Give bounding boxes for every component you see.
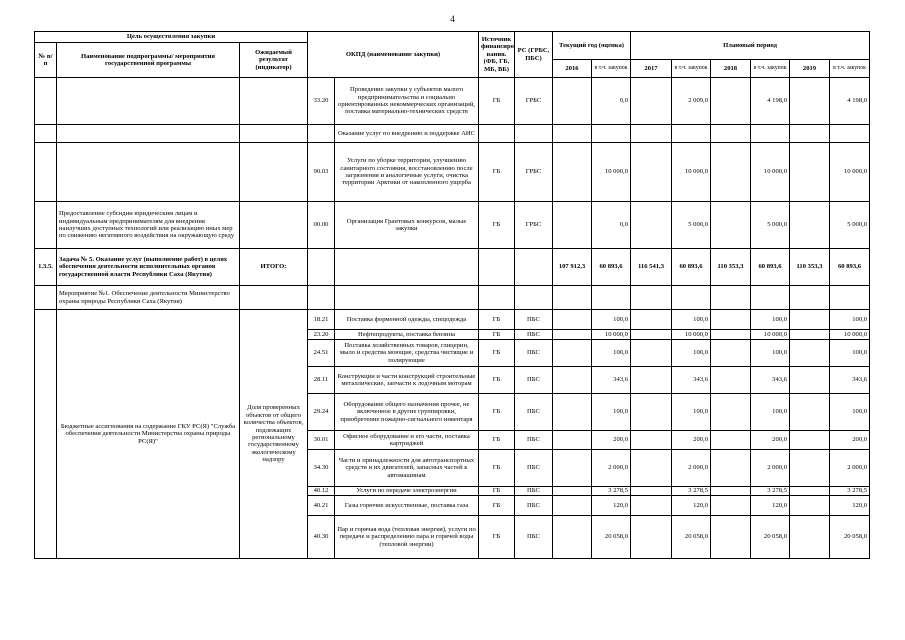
header-result: Ожидаемый результат (индикатор) bbox=[240, 43, 308, 78]
total-2017: 116 541,3 bbox=[631, 249, 672, 286]
table-row bbox=[35, 125, 870, 143]
value-2016: 10 000,0 bbox=[592, 143, 631, 202]
source-cell: ГБ bbox=[479, 143, 515, 202]
subsidy-row bbox=[35, 202, 870, 249]
table-row: Бюджетные ассигнования на содержание ГКУ РС(Я) "Служба обеспечения деятельности Министерства охраны природы РС(Я)" Доля проверенных объектов от общего количества объектов, подлежащих региональному государственному экологическому надзору 18.21 Поставка форменной одежды, спецодежда ГБ ПБС 100,0 100,0 100,0 100,0 bbox=[35, 310, 870, 330]
okpd-code: 18.21 bbox=[308, 310, 335, 330]
table-row bbox=[35, 78, 870, 125]
value-2016: 0,0 bbox=[592, 78, 631, 125]
value-2019: 4 198,0 bbox=[830, 78, 870, 125]
source-cell: ГБ bbox=[479, 202, 515, 249]
total-2016: 107 912,3 bbox=[553, 249, 592, 286]
header-incl-2018: в т.ч. закупок bbox=[751, 60, 790, 78]
header-planned-period: Плановый период bbox=[631, 32, 870, 60]
value-2018: 10 000,0 bbox=[751, 143, 790, 202]
okpd-desc: Проведение закупки у субъектов малого предпринимательства и социально ориентированных некоммерческих организаций, поставка материально-технических средств bbox=[335, 78, 479, 125]
total-2019: 110 353,3 bbox=[790, 249, 830, 286]
rs-cell: ГРБС bbox=[515, 78, 553, 125]
okpd-desc: Организация Грантовых конкурсов, малые закупки bbox=[335, 202, 479, 249]
total-incl-2016: 60 893,6 bbox=[592, 249, 631, 286]
task-name: Задача № 5. Оказание услуг (выполнение работ) в целях обеспечения деятельности исполнительных органов государственной власти Республики Саха (Якутия) bbox=[57, 249, 240, 286]
table-row: 40.30 Пар и горячая вода (тепловая энергия), услуги по передаче и распределению пара и горячей воды (тепловой энергии) ГБ ПБС 20 058,0 20 058,0 20 058,0 20 058,0 bbox=[35, 516, 870, 559]
okpd-desc: Оказание услуг по внедрению и поддержке АИС bbox=[335, 125, 479, 143]
header-incl-2019: в т.ч. закупок bbox=[830, 60, 870, 78]
total-incl-2017: 60 893,6 bbox=[672, 249, 711, 286]
value-2017: 5 000,0 bbox=[672, 202, 711, 249]
header-name: Наименование подпрограммы/ мероприятия государственной программы bbox=[57, 43, 240, 78]
header-incl-2016: в т.ч. закупок bbox=[592, 60, 631, 78]
header-year-2017: 2017 bbox=[631, 60, 672, 78]
total-incl-2018: 60 893,6 bbox=[751, 249, 790, 286]
procurement-table bbox=[34, 31, 870, 559]
header-year-2018: 2018 bbox=[711, 60, 751, 78]
task-num: 1.3.5. bbox=[35, 249, 57, 286]
value-2019: 5 000,0 bbox=[830, 202, 870, 249]
header-num: № п/п bbox=[35, 43, 57, 78]
value-2018: 5 000,0 bbox=[751, 202, 790, 249]
total-label: ИТОГО: bbox=[240, 249, 308, 286]
table-row: 40.21 Газы горючие искусственные, поставка газа ГБ ПБС 120,0 120,0 120,0 120,0 bbox=[35, 496, 870, 516]
header-current-year: Текущий год (оценка) bbox=[553, 32, 631, 60]
table-row bbox=[35, 143, 870, 202]
okpd-code bbox=[308, 125, 335, 143]
okpd-desc: Услуги по уборке территории, улучшению санитарного состояния, восстановлению после загрязнения и аналогичные услуги, очистка территории Арктики от накопленного ущерба bbox=[335, 143, 479, 202]
table-row: 30.01 Офисное оборудование и его части, поставка картриджей ГБ ПБС 200,0 200,0 200,0 200,0 bbox=[35, 431, 870, 450]
okpd-code: 33.20 bbox=[308, 78, 335, 125]
header-incl-2017: в т.ч. закупок bbox=[672, 60, 711, 78]
table-row: 23.20 Нефтепродукты, поставка бензина ГБ ПБС 10 000,0 10 000,0 10 000,0 10 000,0 bbox=[35, 330, 870, 340]
table-row: 24.51 Поставка хозяйственных товаров, глицерин, мыло и средства моющие, средства чистящие и полирующие ГБ ПБС 100,0 100,0 100,0 100,0 bbox=[35, 340, 870, 367]
total-incl-2019: 60 893,6 bbox=[830, 249, 870, 286]
header-year-2019: 2019 bbox=[790, 60, 830, 78]
source-cell: ГБ bbox=[479, 78, 515, 125]
header-rs: РС (ГРБС, ПБС) bbox=[515, 32, 553, 78]
rs-cell: ГРБС bbox=[515, 143, 553, 202]
value-2017: 2 009,0 bbox=[672, 78, 711, 125]
table-row: 40.12 Услуги по передаче электроэнергии ГБ ПБС 3 278,5 3 278,5 3 278,5 3 278,5 bbox=[35, 487, 870, 496]
rs-cell: ГРБС bbox=[515, 202, 553, 249]
table-row: 34.30 Части и принадлежности для автотранспортных средств и их двигателей, запасных частей к автомашинам ГБ ПБС 2 000,0 2 000,0 2 000,0 2 000,0 bbox=[35, 450, 870, 487]
table-row: 29.24 Оборудование общего назначения прочее, не включенное в другие группировки, приобретение пожарно-сигнального инвентаря ГБ ПБС 100,0 100,0 100,0 100,0 bbox=[35, 394, 870, 431]
measure-row bbox=[35, 286, 870, 310]
subsidy-name: Предоставление субсидии юридическим лицам и индивидуальным предпринимателям для внедрения наилучших доступных технологий или реализацию иных мер по снижению негативного воздействия на окружающую среду bbox=[57, 202, 240, 249]
total-2018: 110 353,3 bbox=[711, 249, 751, 286]
header-goal: Цель осуществления закупки bbox=[35, 32, 308, 43]
budget-name: Бюджетные ассигнования на содержание ГКУ РС(Я) "Служба обеспечения деятельности Министерства охраны природы РС(Я)" bbox=[57, 310, 240, 559]
measure-name: Мероприятие №1. Обеспечение деятельности Министерство охраны природы Республики Саха (Якутия) bbox=[57, 286, 240, 310]
expected-result: Доля проверенных объектов от общего количества объектов, подлежащих региональному государственному экологическому надзору bbox=[240, 310, 308, 559]
task-row bbox=[35, 249, 870, 286]
header-source: Источник финансиро вания. (ФБ, ГБ, МБ, ВБ) bbox=[479, 32, 515, 78]
value-2018: 4 198,0 bbox=[751, 78, 790, 125]
okpd-code: 90.03 bbox=[308, 143, 335, 202]
header-year-2016: 2016 bbox=[553, 60, 592, 78]
value-2017: 10 000,0 bbox=[672, 143, 711, 202]
value-2016: 0,0 bbox=[592, 202, 631, 249]
okpd-code: 00.00 bbox=[308, 202, 335, 249]
table-header bbox=[35, 32, 870, 78]
header-okpd: ОКПД (наименование закупки) bbox=[308, 32, 479, 78]
table-row: 28.11 Конструкции и части конструкций строительные металлические, запчасти к лодочным моторам ГБ ПБС 343,6 343,6 343,6 343,6 bbox=[35, 367, 870, 394]
page-number: 4 bbox=[450, 14, 455, 24]
okpd-desc: Поставка форменной одежды, спецодежда bbox=[335, 310, 479, 330]
value-2019: 10 000,0 bbox=[830, 143, 870, 202]
